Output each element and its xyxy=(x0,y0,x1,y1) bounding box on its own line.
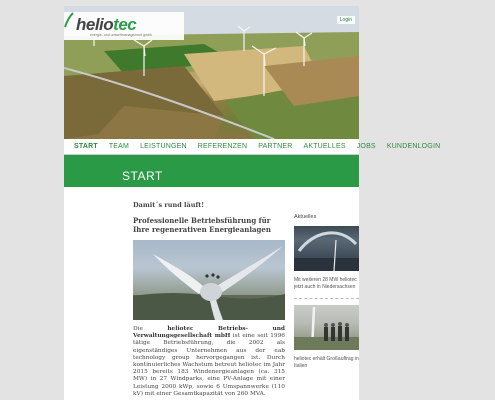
impressum-link[interactable] xyxy=(386,0,425,1)
kontakt-link[interactable] xyxy=(342,0,372,1)
page-banner xyxy=(64,155,359,187)
hero-image xyxy=(64,6,359,139)
content-area xyxy=(64,187,359,400)
nav-partner[interactable]: PARTNER xyxy=(258,143,293,150)
nav-aktuelles[interactable]: AKTUELLES xyxy=(303,143,346,150)
kicker-text: Damit´s rund läuft! xyxy=(133,201,205,209)
logo-wordmark: heliotec xyxy=(76,15,137,34)
news-sidebar xyxy=(294,214,359,369)
login-link[interactable]: Login xyxy=(337,16,355,24)
logo-swoosh-icon xyxy=(64,12,74,28)
news-caption-1[interactable]: Mit weiteren 28 MW heliotec jetzt auch in Niedersachsen xyxy=(294,277,357,290)
nav-team[interactable]: TEAM xyxy=(108,143,130,150)
top-links xyxy=(330,0,425,1)
logo[interactable] xyxy=(64,12,184,40)
news-divider xyxy=(294,298,359,299)
news-thumb-2[interactable] xyxy=(294,305,359,350)
main-column xyxy=(133,201,285,398)
turbine-rotor-image xyxy=(133,240,285,320)
nav-jobs[interactable]: JOBS xyxy=(356,143,376,150)
logo-tagline: energie- und umweltmanagement gmbh xyxy=(90,33,152,37)
intro-paragraph: Die heliotec Betriebs- und Verwaltungsgesellschaft mbH ist eine seit 1996 tätige Betriebsführung, die 2002 als eigenständiges Unternehmen aus der eab technology group hervorgegangen ist. Durch kontinuierliches Wachstum betreut heliotec im Jahr 2015 bereits 183 Windenergieanlagen (ca. 315 MW) in 27 Windparks, eine PV-Anlage mit einer Leistung 2000 kWp, sowie 6 Umspannwerke (110 kV) mit einer Gesamtkapazität von 260 MVA. xyxy=(133,326,285,397)
turbine-rotor-photo xyxy=(133,240,285,320)
main-nav xyxy=(64,139,441,155)
news-thumb-1[interactable] xyxy=(294,226,359,271)
page-title: START xyxy=(122,169,163,183)
nav-referenzen[interactable]: REFERENZEN xyxy=(197,143,248,150)
nav-kundenlogin[interactable]: KUNDENLOGIN xyxy=(386,143,441,150)
nav-start[interactable]: START xyxy=(74,143,98,150)
news-heading: Aktuelles xyxy=(294,214,317,220)
main-heading: Professionelle Betriebsführung für Ihre regenerativen Energieanlagen xyxy=(133,216,271,234)
nav-leistungen[interactable]: LEISTUNGEN xyxy=(140,143,187,150)
news-caption-2[interactable]: heliotec erhält Großauftrag in Italien xyxy=(294,356,359,369)
